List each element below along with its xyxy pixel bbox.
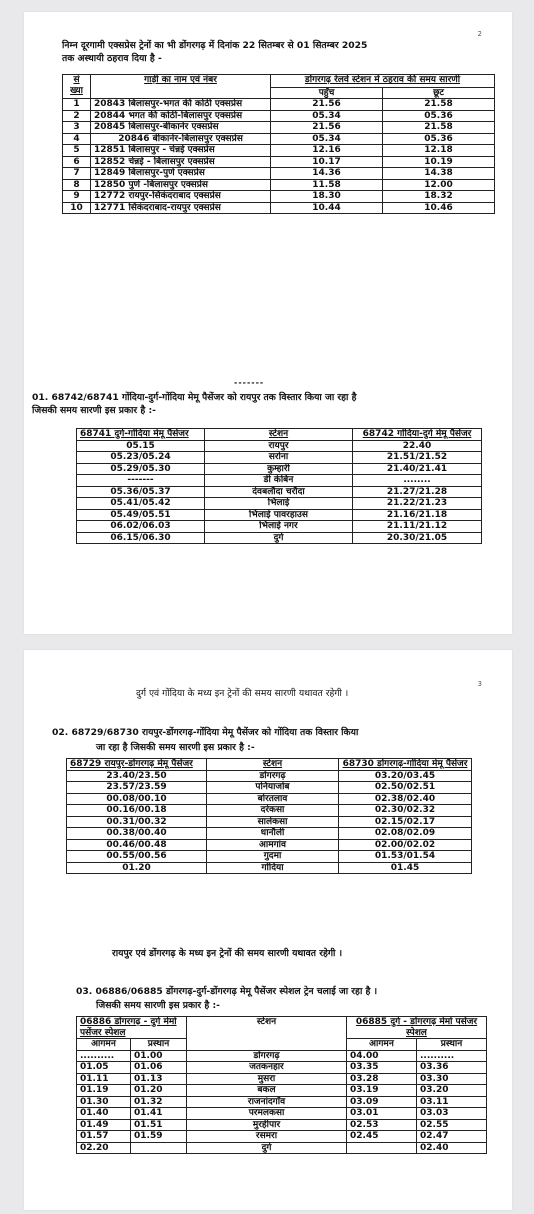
arrival-cell: 12.16 bbox=[271, 145, 383, 157]
serial-cell: 6 bbox=[63, 156, 91, 168]
table-row bbox=[63, 110, 495, 122]
serial-cell: 7 bbox=[63, 168, 91, 180]
time-68742-cell: 21.11/21.12 bbox=[353, 521, 482, 533]
departure-06886-cell: 01.20 bbox=[131, 1085, 187, 1097]
section-1-line-2: जिसकी समय सारणी इस प्रकार है :- bbox=[32, 405, 156, 416]
table-row bbox=[67, 816, 472, 828]
memu-special-timetable-06886-06885 bbox=[76, 1016, 487, 1154]
departure-06886-cell: 01.32 bbox=[131, 1096, 187, 1108]
time-68730-cell: 01.45 bbox=[339, 862, 472, 874]
halt-timetable bbox=[62, 74, 495, 214]
table-row bbox=[77, 509, 482, 521]
table-row bbox=[63, 179, 495, 191]
time-68729-cell: 23.40/23.50 bbox=[67, 770, 207, 782]
arrival-cell: 05.34 bbox=[271, 133, 383, 145]
intro-line-2: तक अस्थायी ठहराव दिया है - bbox=[62, 53, 162, 64]
time-68730-cell: 02.00/02.02 bbox=[339, 839, 472, 851]
arrival-06886-cell: .......... bbox=[77, 1050, 131, 1062]
departure-cell: 18.32 bbox=[383, 191, 495, 203]
serial-cell: 4 bbox=[63, 133, 91, 145]
table-row bbox=[67, 862, 472, 874]
departure-06886-cell: 01.00 bbox=[131, 1050, 187, 1062]
departure-06886-cell: 01.59 bbox=[131, 1131, 187, 1143]
col-header-timing: डोंगरगढ़ रेलवे स्टेशन में ठहराव की समय सारणी bbox=[271, 75, 495, 88]
col-header-departure: छूट bbox=[383, 87, 495, 99]
serial-cell: 2 bbox=[63, 110, 91, 122]
arrival-cell: 21.56 bbox=[271, 122, 383, 134]
time-68730-cell: 01.53/01.54 bbox=[339, 851, 472, 863]
arrival-06885-cell bbox=[347, 1142, 417, 1154]
table-row bbox=[63, 156, 495, 168]
departure-06885-cell: 03.03 bbox=[417, 1108, 487, 1120]
arrival-06886-cell: 01.40 bbox=[77, 1108, 131, 1120]
arrival-06886-cell: 01.11 bbox=[77, 1073, 131, 1085]
time-68741-cell: 05.49/05.51 bbox=[77, 509, 205, 521]
time-68729-cell: 00.46/00.48 bbox=[67, 839, 207, 851]
document-page-1 bbox=[24, 12, 512, 634]
arrival-06886-cell: 01.19 bbox=[77, 1085, 131, 1097]
serial-cell: 10 bbox=[63, 202, 91, 214]
time-68729-cell: 00.08/00.10 bbox=[67, 793, 207, 805]
col-header-68729: 68729 रायपुर-डोंगरगढ़ मेमू पैसेंजर bbox=[67, 759, 207, 771]
arrival-06885-cell: 04.00 bbox=[347, 1050, 417, 1062]
station-cell: देवबलौदा चरौदा bbox=[205, 486, 353, 498]
station-cell: डोंगरगढ़ bbox=[187, 1050, 347, 1062]
station-cell: राजनांदगाँव bbox=[187, 1096, 347, 1108]
arrival-cell: 10.17 bbox=[271, 156, 383, 168]
station-cell: मुसरा bbox=[187, 1073, 347, 1085]
col-header-station: स्टेशन bbox=[205, 429, 353, 441]
station-cell: भिलाई नगर bbox=[205, 521, 353, 533]
note-raipur-dongargarh: रायपुर एवं डोंगरगढ़ के मध्य इन ट्रेनों की समय सारणी यथावत रहेगी । bbox=[112, 948, 343, 959]
table-row bbox=[77, 475, 482, 487]
station-cell: भिलाई bbox=[205, 498, 353, 510]
station-cell: दुर्ग bbox=[205, 532, 353, 544]
arrival-cell: 10.44 bbox=[271, 202, 383, 214]
table-row bbox=[77, 1108, 487, 1120]
station-cell: डी केबिन bbox=[205, 475, 353, 487]
section-2-line-1: 02. 68729/68730 रायपुर-डोंगरगढ़-गोंदिया मेमू पैसेंजर को गोंदिया तक विस्तार किया bbox=[52, 727, 359, 738]
train-cell: 12849 बिलासपुर-पुणे एक्सप्रेस bbox=[91, 168, 271, 180]
col-header-serial: सं ख्या bbox=[63, 75, 91, 99]
time-68730-cell: 02.50/02.51 bbox=[339, 782, 472, 794]
time-68729-cell: 01.20 bbox=[67, 862, 207, 874]
table-row bbox=[63, 202, 495, 214]
arrival-06886-cell: 01.49 bbox=[77, 1119, 131, 1131]
col-header-train: गाड़ी का नाम एवं नंबर bbox=[91, 75, 271, 99]
table-row bbox=[77, 532, 482, 544]
col-header-arrival: आगमन bbox=[347, 1039, 417, 1051]
time-68741-cell: 05.36/05.37 bbox=[77, 486, 205, 498]
table-row bbox=[63, 145, 495, 157]
departure-06886-cell bbox=[131, 1142, 187, 1154]
station-cell: गोंदिया bbox=[207, 862, 339, 874]
table-row bbox=[63, 168, 495, 180]
col-header-departure: प्रस्थान bbox=[131, 1039, 187, 1051]
station-cell: दुर्ग bbox=[187, 1142, 347, 1154]
time-68730-cell: 02.30/02.32 bbox=[339, 805, 472, 817]
table-row bbox=[67, 851, 472, 863]
departure-06885-cell: 03.36 bbox=[417, 1062, 487, 1074]
station-cell: भिलाई पावरहाउस bbox=[205, 509, 353, 521]
station-cell: बोरतलाव bbox=[207, 793, 339, 805]
time-68729-cell: 00.38/00.40 bbox=[67, 828, 207, 840]
time-68742-cell: 21.16/21.18 bbox=[353, 509, 482, 521]
departure-06885-cell: 03.11 bbox=[417, 1096, 487, 1108]
time-68730-cell: 03.20/03.45 bbox=[339, 770, 472, 782]
table-row bbox=[67, 839, 472, 851]
station-cell: डोंगरगढ़ bbox=[207, 770, 339, 782]
station-cell: सालेकसा bbox=[207, 816, 339, 828]
departure-06885-cell: .......... bbox=[417, 1050, 487, 1062]
section-2-line-2: जा रहा है जिसकी समय सारणी इस प्रकार है :- bbox=[96, 742, 255, 753]
table-row bbox=[77, 440, 482, 452]
departure-06886-cell: 01.13 bbox=[131, 1073, 187, 1085]
station-cell: गुदमा bbox=[207, 851, 339, 863]
time-68729-cell: 00.31/00.32 bbox=[67, 816, 207, 828]
table-row bbox=[77, 1050, 487, 1062]
station-cell: कुम्हारी bbox=[205, 463, 353, 475]
section-1-line-1: 01. 68742/68741 गोंदिया-दुर्ग-गोंदिया मेमू पैसेंजर को रायपुर तक विस्तार किया जा रहा है bbox=[32, 392, 357, 403]
arrival-06885-cell: 03.09 bbox=[347, 1096, 417, 1108]
table-row bbox=[77, 498, 482, 510]
table-row bbox=[67, 828, 472, 840]
station-cell: परमलकसा bbox=[187, 1108, 347, 1120]
time-68741-cell: 05.29/05.30 bbox=[77, 463, 205, 475]
memu-timetable-68741-68742 bbox=[76, 428, 482, 544]
serial-cell: 9 bbox=[63, 191, 91, 203]
document-page-2 bbox=[24, 650, 512, 1210]
table-row bbox=[63, 191, 495, 203]
col-header-station: स्टेशन bbox=[207, 759, 339, 771]
departure-06885-cell: 02.55 bbox=[417, 1119, 487, 1131]
col-header-arrival: आगमन bbox=[77, 1039, 131, 1051]
table-row bbox=[67, 770, 472, 782]
time-68741-cell: 06.02/06.03 bbox=[77, 521, 205, 533]
time-68730-cell: 02.08/02.09 bbox=[339, 828, 472, 840]
time-68742-cell: 21.27/21.28 bbox=[353, 486, 482, 498]
train-cell: 12851 बिलासपुर - चेन्नई एक्सप्रेस bbox=[91, 145, 271, 157]
station-cell: जतकनहार bbox=[187, 1062, 347, 1074]
table-row bbox=[67, 805, 472, 817]
departure-06886-cell: 01.06 bbox=[131, 1062, 187, 1074]
time-68742-cell: 21.51/21.52 bbox=[353, 452, 482, 464]
time-68741-cell: 05.23/05.24 bbox=[77, 452, 205, 464]
table-row bbox=[77, 1119, 487, 1131]
departure-cell: 10.46 bbox=[383, 202, 495, 214]
col-header-06886: 06886 डोंगरगढ़ - दुर्ग मेमो पसेंजर स्पेशल bbox=[77, 1017, 187, 1039]
table-row bbox=[63, 133, 495, 145]
arrival-06885-cell: 03.28 bbox=[347, 1073, 417, 1085]
table-row bbox=[77, 463, 482, 475]
train-cell: 20843 बिलासपुर-भगत की कोठी एक्सप्रेस bbox=[91, 99, 271, 111]
time-68742-cell: 20.30/21.05 bbox=[353, 532, 482, 544]
note-durg-gondia: दुर्ग एवं गोंदिया के मध्य इन ट्रेनों की समय सारणी यथावत रहेगी । bbox=[136, 688, 349, 699]
arrival-06886-cell: 01.57 bbox=[77, 1131, 131, 1143]
station-cell: दरेकसा bbox=[207, 805, 339, 817]
departure-06885-cell: 03.30 bbox=[417, 1073, 487, 1085]
time-68729-cell: 00.16/00.18 bbox=[67, 805, 207, 817]
col-header-departure: प्रस्थान bbox=[417, 1039, 487, 1051]
time-68742-cell: ........ bbox=[353, 475, 482, 487]
departure-cell: 12.00 bbox=[383, 179, 495, 191]
departure-cell: 21.58 bbox=[383, 122, 495, 134]
departure-cell: 21.58 bbox=[383, 99, 495, 111]
table-row bbox=[67, 782, 472, 794]
station-cell: सरोना bbox=[205, 452, 353, 464]
train-cell: 12852 चेन्नई - बिलासपुर एक्सप्रेस bbox=[91, 156, 271, 168]
departure-06886-cell: 01.41 bbox=[131, 1108, 187, 1120]
table-row bbox=[67, 793, 472, 805]
station-cell: मुरहीपार bbox=[187, 1119, 347, 1131]
col-header-06885: 06885 दुर्ग - डोंगरगढ़ मेमो पसेंजर स्पेशल bbox=[347, 1017, 487, 1039]
arrival-cell: 14.36 bbox=[271, 168, 383, 180]
time-68729-cell: 23.57/23.59 bbox=[67, 782, 207, 794]
station-cell: पनियाजोब bbox=[207, 782, 339, 794]
arrival-06885-cell: 03.19 bbox=[347, 1085, 417, 1097]
section-3-line-1: 03. 06886/06885 डोंगरगढ़-दुर्ग-डोंगरगढ़ मेमू पैसेंजर स्पेशल ट्रेन चलाई जा रहा है । bbox=[76, 986, 378, 997]
table-row bbox=[77, 1073, 487, 1085]
col-header-68730: 68730 डोंगरगढ़-गोंदिया मेमू पैसेंजर bbox=[339, 759, 472, 771]
arrival-06886-cell: 02.20 bbox=[77, 1142, 131, 1154]
arrival-06886-cell: 01.30 bbox=[77, 1096, 131, 1108]
time-68741-cell: 05.41/05.42 bbox=[77, 498, 205, 510]
train-cell: 20845 बिलासपुर-बीकानेर एक्सप्रेस bbox=[91, 122, 271, 134]
time-68741-cell: 06.15/06.30 bbox=[77, 532, 205, 544]
table-row bbox=[77, 1085, 487, 1097]
table-row bbox=[77, 452, 482, 464]
arrival-cell: 18.30 bbox=[271, 191, 383, 203]
arrival-06885-cell: 03.35 bbox=[347, 1062, 417, 1074]
train-cell: 12772 रायपुर-सिकंदराबाद एक्सप्रेस bbox=[91, 191, 271, 203]
col-header-68742: 68742 गोंदिया-दुर्ग मेमू पैसेंजर bbox=[353, 429, 482, 441]
serial-cell: 3 bbox=[63, 122, 91, 134]
train-cell: 20846 बीकानेर-बिलासपुर एक्सप्रेस bbox=[91, 133, 271, 145]
table-row bbox=[77, 1062, 487, 1074]
station-cell: रसमरा bbox=[187, 1131, 347, 1143]
arrival-06885-cell: 03.01 bbox=[347, 1108, 417, 1120]
departure-06885-cell: 03.20 bbox=[417, 1085, 487, 1097]
time-68742-cell: 21.40/21.41 bbox=[353, 463, 482, 475]
arrival-06885-cell: 02.45 bbox=[347, 1131, 417, 1143]
table-row bbox=[63, 99, 495, 111]
col-header-station: स्टेशन bbox=[187, 1017, 347, 1051]
time-68729-cell: 00.55/00.56 bbox=[67, 851, 207, 863]
time-68741-cell: 05.15 bbox=[77, 440, 205, 452]
departure-06885-cell: 02.47 bbox=[417, 1131, 487, 1143]
train-cell: 12850 पुणे -बिलासपुर एक्सप्रेस bbox=[91, 179, 271, 191]
time-68730-cell: 02.38/02.40 bbox=[339, 793, 472, 805]
time-68741-cell: ------- bbox=[77, 475, 205, 487]
departure-06886-cell: 01.51 bbox=[131, 1119, 187, 1131]
arrival-cell: 21.56 bbox=[271, 99, 383, 111]
table-row bbox=[77, 521, 482, 533]
page-number: 2 bbox=[477, 30, 482, 38]
table-row bbox=[77, 486, 482, 498]
memu-timetable-68729-68730 bbox=[66, 758, 472, 874]
col-header-68741: 68741 दुर्ग-गोंदिया मेमू पैसेंजर bbox=[77, 429, 205, 441]
train-cell: 12771 सिकंदराबाद-रायपुर एक्सप्रेस bbox=[91, 202, 271, 214]
departure-cell: 05.36 bbox=[383, 133, 495, 145]
arrival-cell: 11.58 bbox=[271, 179, 383, 191]
station-cell: आमगांव bbox=[207, 839, 339, 851]
arrival-06885-cell: 02.53 bbox=[347, 1119, 417, 1131]
col-header-arrival: पहुँच bbox=[271, 87, 383, 99]
station-cell: रायपुर bbox=[205, 440, 353, 452]
table-row bbox=[77, 1142, 487, 1154]
intro-line-1: निम्न दूरगामी एक्सप्रेस ट्रेनों का भी डोंगरगढ़ में दिनांक 22 सितम्बर से 01 सितम्बर 2025 bbox=[62, 40, 368, 51]
page-number: 3 bbox=[477, 680, 482, 688]
table-row bbox=[77, 1131, 487, 1143]
departure-cell: 05.36 bbox=[383, 110, 495, 122]
time-68742-cell: 21.22/21.23 bbox=[353, 498, 482, 510]
departure-cell: 14.38 bbox=[383, 168, 495, 180]
arrival-cell: 05.34 bbox=[271, 110, 383, 122]
serial-cell: 1 bbox=[63, 99, 91, 111]
table-row bbox=[77, 1096, 487, 1108]
time-68742-cell: 22.40 bbox=[353, 440, 482, 452]
separator: ------- bbox=[234, 378, 265, 387]
time-68730-cell: 02.15/02.17 bbox=[339, 816, 472, 828]
table-row bbox=[63, 122, 495, 134]
departure-cell: 10.19 bbox=[383, 156, 495, 168]
train-cell: 20844 भगत की कोठी-बिलासपुर एक्सप्रेस bbox=[91, 110, 271, 122]
serial-cell: 5 bbox=[63, 145, 91, 157]
departure-06885-cell: 02.40 bbox=[417, 1142, 487, 1154]
serial-cell: 8 bbox=[63, 179, 91, 191]
arrival-06886-cell: 01.05 bbox=[77, 1062, 131, 1074]
station-cell: धानौली bbox=[207, 828, 339, 840]
station-cell: बकल bbox=[187, 1085, 347, 1097]
section-3-line-2: जिसकी समय सारणी इस प्रकार है :- bbox=[96, 1000, 220, 1011]
departure-cell: 12.18 bbox=[383, 145, 495, 157]
